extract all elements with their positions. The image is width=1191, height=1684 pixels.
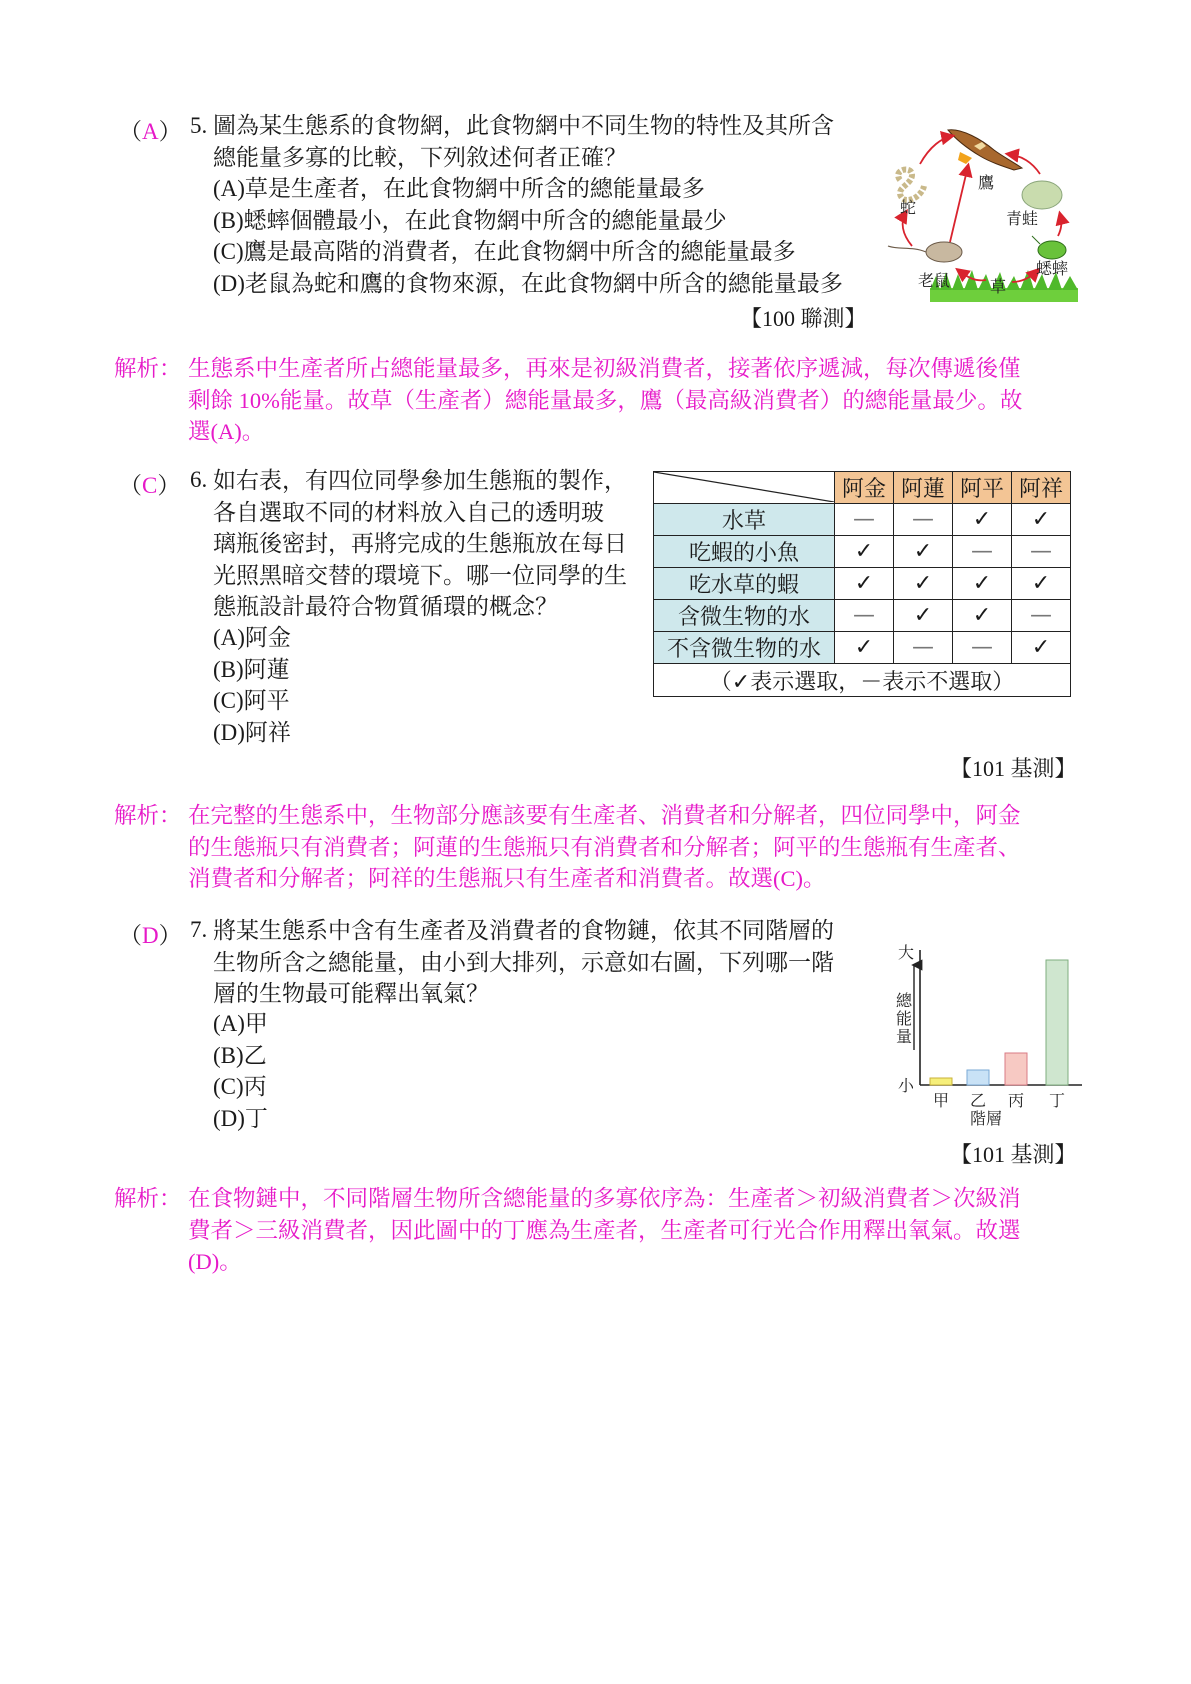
- table-cell: ✓: [1012, 568, 1071, 600]
- x-axis-label: 階層: [970, 1109, 1003, 1128]
- table-corner: [654, 472, 835, 504]
- q6-option-c: (C)阿平: [213, 688, 290, 713]
- x-tick-bing: 丙: [1008, 1091, 1025, 1110]
- row-header: 不含微生物的水: [654, 632, 835, 664]
- food-web-figure: [882, 110, 1082, 308]
- table-note-row: [654, 664, 1071, 697]
- bar-bing: [1005, 1053, 1027, 1085]
- table-row: [654, 600, 1071, 632]
- table-cell: —: [894, 632, 953, 664]
- table-cell: —: [894, 504, 953, 536]
- label-grass: 草: [990, 277, 1007, 296]
- table-cell: —: [835, 504, 894, 536]
- table-header-row: [654, 472, 1071, 504]
- q6-number: 6.: [190, 467, 208, 492]
- q7-stem: 將某生態系中含有生產者及消費者的食物鏈，依其不同階層的 生物所含之總能量，由小到大排列，示意如右圖，下列哪一階 層的生物最可能釋出氧氣？: [213, 918, 834, 1006]
- q5-option-a: (A)草是生產者，在此食物網中所含的總能量最多: [213, 176, 705, 201]
- table-cell: —: [953, 536, 1012, 568]
- table-cell: ✓: [1012, 632, 1071, 664]
- row-header: 含微生物的水: [654, 600, 835, 632]
- x-tick-ding: 丁: [1049, 1091, 1066, 1110]
- q6-source: 【101 基測】: [950, 756, 1077, 781]
- x-tick-yi: 乙: [970, 1091, 987, 1110]
- table-cell: ✓: [894, 600, 953, 632]
- table-row: [654, 504, 1071, 536]
- table-note: （✓表示選取，－表示不選取）: [654, 664, 1071, 697]
- q7-answer: （D）: [119, 923, 182, 948]
- row-header: 吃蝦的小魚: [654, 536, 835, 568]
- energy-bar-chart: [870, 940, 1090, 1130]
- q7-option-a: (A)甲: [213, 1011, 268, 1036]
- table-row: [654, 536, 1071, 568]
- bar-jia: [930, 1078, 952, 1085]
- table-cell: ✓: [894, 568, 953, 600]
- frog-icon: [1022, 181, 1062, 209]
- table-cell: —: [1012, 600, 1071, 632]
- q6-option-d: (D)阿祥: [213, 719, 291, 745]
- bar-yi: [967, 1070, 989, 1085]
- label-snake: 蛇: [900, 198, 917, 217]
- q6-option-a: (A)阿金: [213, 625, 291, 650]
- table-cell: ✓: [894, 536, 953, 568]
- col-header: 阿平: [953, 472, 1012, 504]
- mouse-icon: [888, 242, 962, 262]
- x-tick-jia: 甲: [933, 1091, 950, 1110]
- col-header: 阿祥: [1012, 472, 1071, 504]
- q5-answer: （A）: [119, 119, 182, 144]
- q7-option-b: (B)乙: [213, 1042, 267, 1068]
- q6-options: [213, 622, 291, 748]
- row-header: 吃水草的蝦: [654, 568, 835, 600]
- q7-source: 【101 基測】: [950, 1142, 1077, 1167]
- q5-options: [213, 173, 843, 299]
- bar-ding: [1046, 960, 1068, 1085]
- q5-option-c: (C)鷹是最高階的消費者，在此食物網中所含的總能量最多: [213, 239, 796, 264]
- hawk-icon: [948, 130, 1022, 170]
- q6-option-b: (B)阿蓮: [213, 656, 290, 682]
- q7-options: [213, 1008, 268, 1134]
- label-hawk: 鷹: [978, 173, 995, 192]
- y-axis-label: 總能量: [896, 991, 913, 1046]
- q7-option-c: (C)丙: [213, 1074, 267, 1099]
- table-cell: ✓: [835, 632, 894, 664]
- q7-option-d: (D)丁: [213, 1105, 268, 1131]
- table-cell: —: [953, 632, 1012, 664]
- label-mouse: 老鼠: [918, 271, 951, 290]
- diagonal-line: [654, 472, 834, 502]
- label-cricket: 蟋蟀: [1036, 259, 1069, 278]
- table-cell: ✓: [953, 568, 1012, 600]
- label-frog: 青蛙: [1006, 209, 1039, 228]
- table-row: [654, 632, 1071, 664]
- table-cell: ✓: [835, 568, 894, 600]
- table-cell: —: [835, 600, 894, 632]
- q6-answer: （C）: [119, 473, 181, 498]
- y-top-label: 大: [898, 943, 915, 962]
- table-cell: ✓: [1012, 504, 1071, 536]
- table-row: [654, 568, 1071, 600]
- col-header: 阿金: [835, 472, 894, 504]
- q5-stem: 圖為某生態系的食物網，此食物網中不同生物的特性及其所含 總能量多寡的比較，下列敘述何者正確？: [213, 113, 834, 170]
- y-bottom-label: 小: [898, 1076, 915, 1095]
- table-cell: ✓: [835, 536, 894, 568]
- eco-bottle-table: [653, 471, 1071, 697]
- col-header: 阿蓮: [894, 472, 953, 504]
- table-cell: —: [1012, 536, 1071, 568]
- q5-option-b: (B)蟋蟀個體最小，在此食物網中所含的總能量最少: [213, 207, 727, 233]
- table-cell: ✓: [953, 504, 1012, 536]
- q5-source: 【100 聯測】: [740, 306, 867, 331]
- row-header: 水草: [654, 504, 835, 536]
- table-cell: ✓: [953, 600, 1012, 632]
- q6-stem: 如右表，有四位同學參加生態瓶的製作， 各自選取不同的材料放入自己的透明玻 璃瓶後密封，再將完成的生態瓶放在每日 光照黑暗交替的環境下。哪一位同學的生 態瓶設計最符合物質循環的概念？: [213, 468, 627, 619]
- q5-option-d: (D)老鼠為蛇和鷹的食物來源，在此食物網中所含的總能量最多: [213, 270, 843, 296]
- q7-number: 7.: [190, 917, 208, 942]
- q5-number: 5.: [190, 113, 208, 138]
